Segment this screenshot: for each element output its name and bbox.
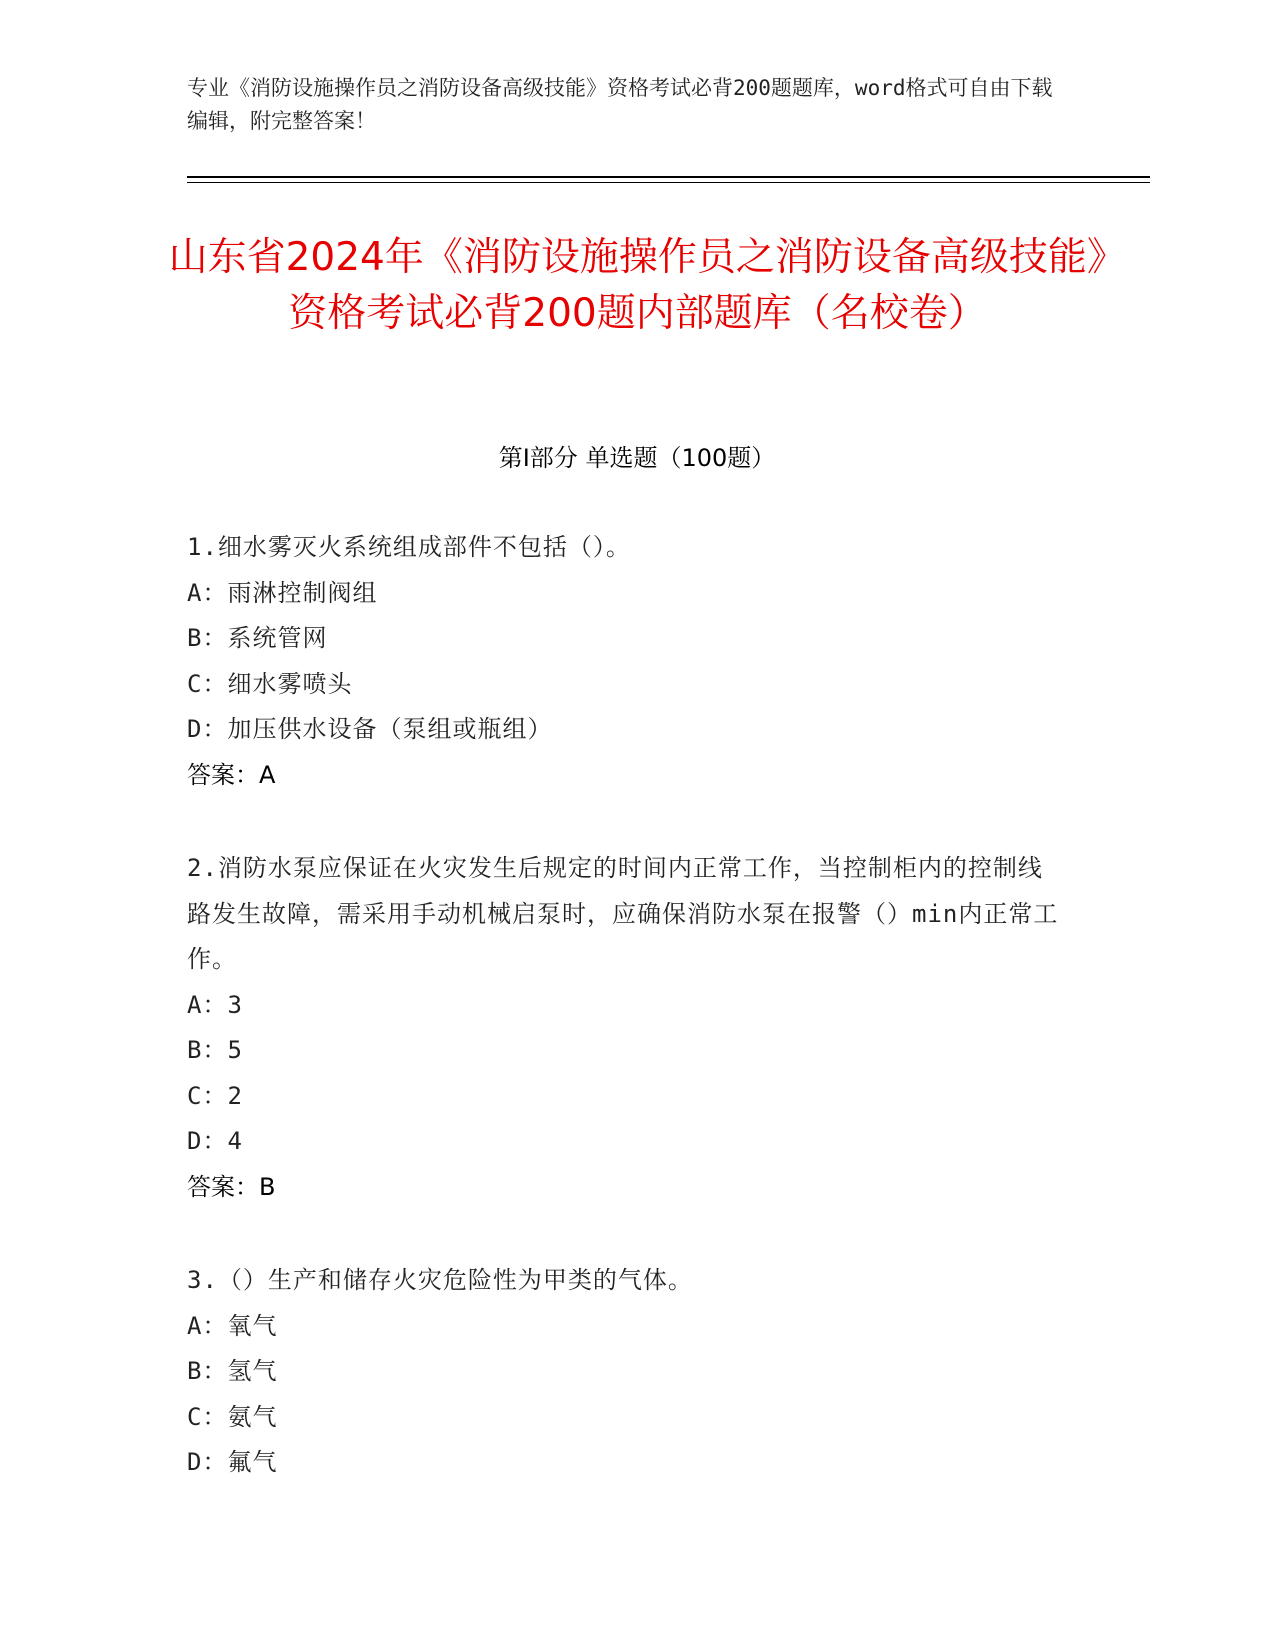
header-rule-thick [187,176,1150,178]
header-rule-thin [187,182,1150,183]
option-c: C：细水雾喷头 [187,669,353,698]
option-d: D：加压供水设备（泵组或瓶组） [187,715,553,743]
option-c: C：氨气 [187,1402,278,1431]
option-b: B：5 [187,1036,243,1064]
option-a: A：3 [187,990,243,1019]
option-d: D：4 [187,1127,243,1155]
question-text: 3.（）生产和储存火灾危险性为甲类的气体。 [187,1266,693,1294]
question-text: 2.消防水泵应保证在火灾发生后规定的时间内正常工作，当控制柜内的控制线路发生故障，需采用手动机械启泵时，应确保消防水泵在报警（）min内正常工作。 [187,854,1059,973]
header-note: 专业《消防设施操作员之消防设备高级技能》资格考试必背200题题库，word格式可自由下载编辑，附完整答案！ [187,76,1053,133]
option-b: B：氢气 [187,1357,278,1385]
answer-text: 答案：A [187,760,276,789]
question-3 [187,1258,1067,1486]
answer-text: 答案：B [187,1172,276,1201]
option-a: A：氧气 [187,1311,278,1340]
question-1 [187,525,1067,798]
option-d: D：氟气 [187,1448,278,1476]
option-a: A：雨淋控制阀组 [187,578,378,607]
option-c: C：2 [187,1081,243,1110]
question-2 [187,846,1067,1210]
section-title: 第I部分 单选题（100题） [498,444,776,472]
question-list [187,525,1067,1534]
option-b: B：系统管网 [187,624,328,652]
question-text: 1.细水雾灭火系统组成部件不包括（）。 [187,533,631,561]
document-title: 山东省2024年《消防设施操作员之消防设备高级技能》资格考试必背200题内部题库（名校卷） [168,235,1107,336]
